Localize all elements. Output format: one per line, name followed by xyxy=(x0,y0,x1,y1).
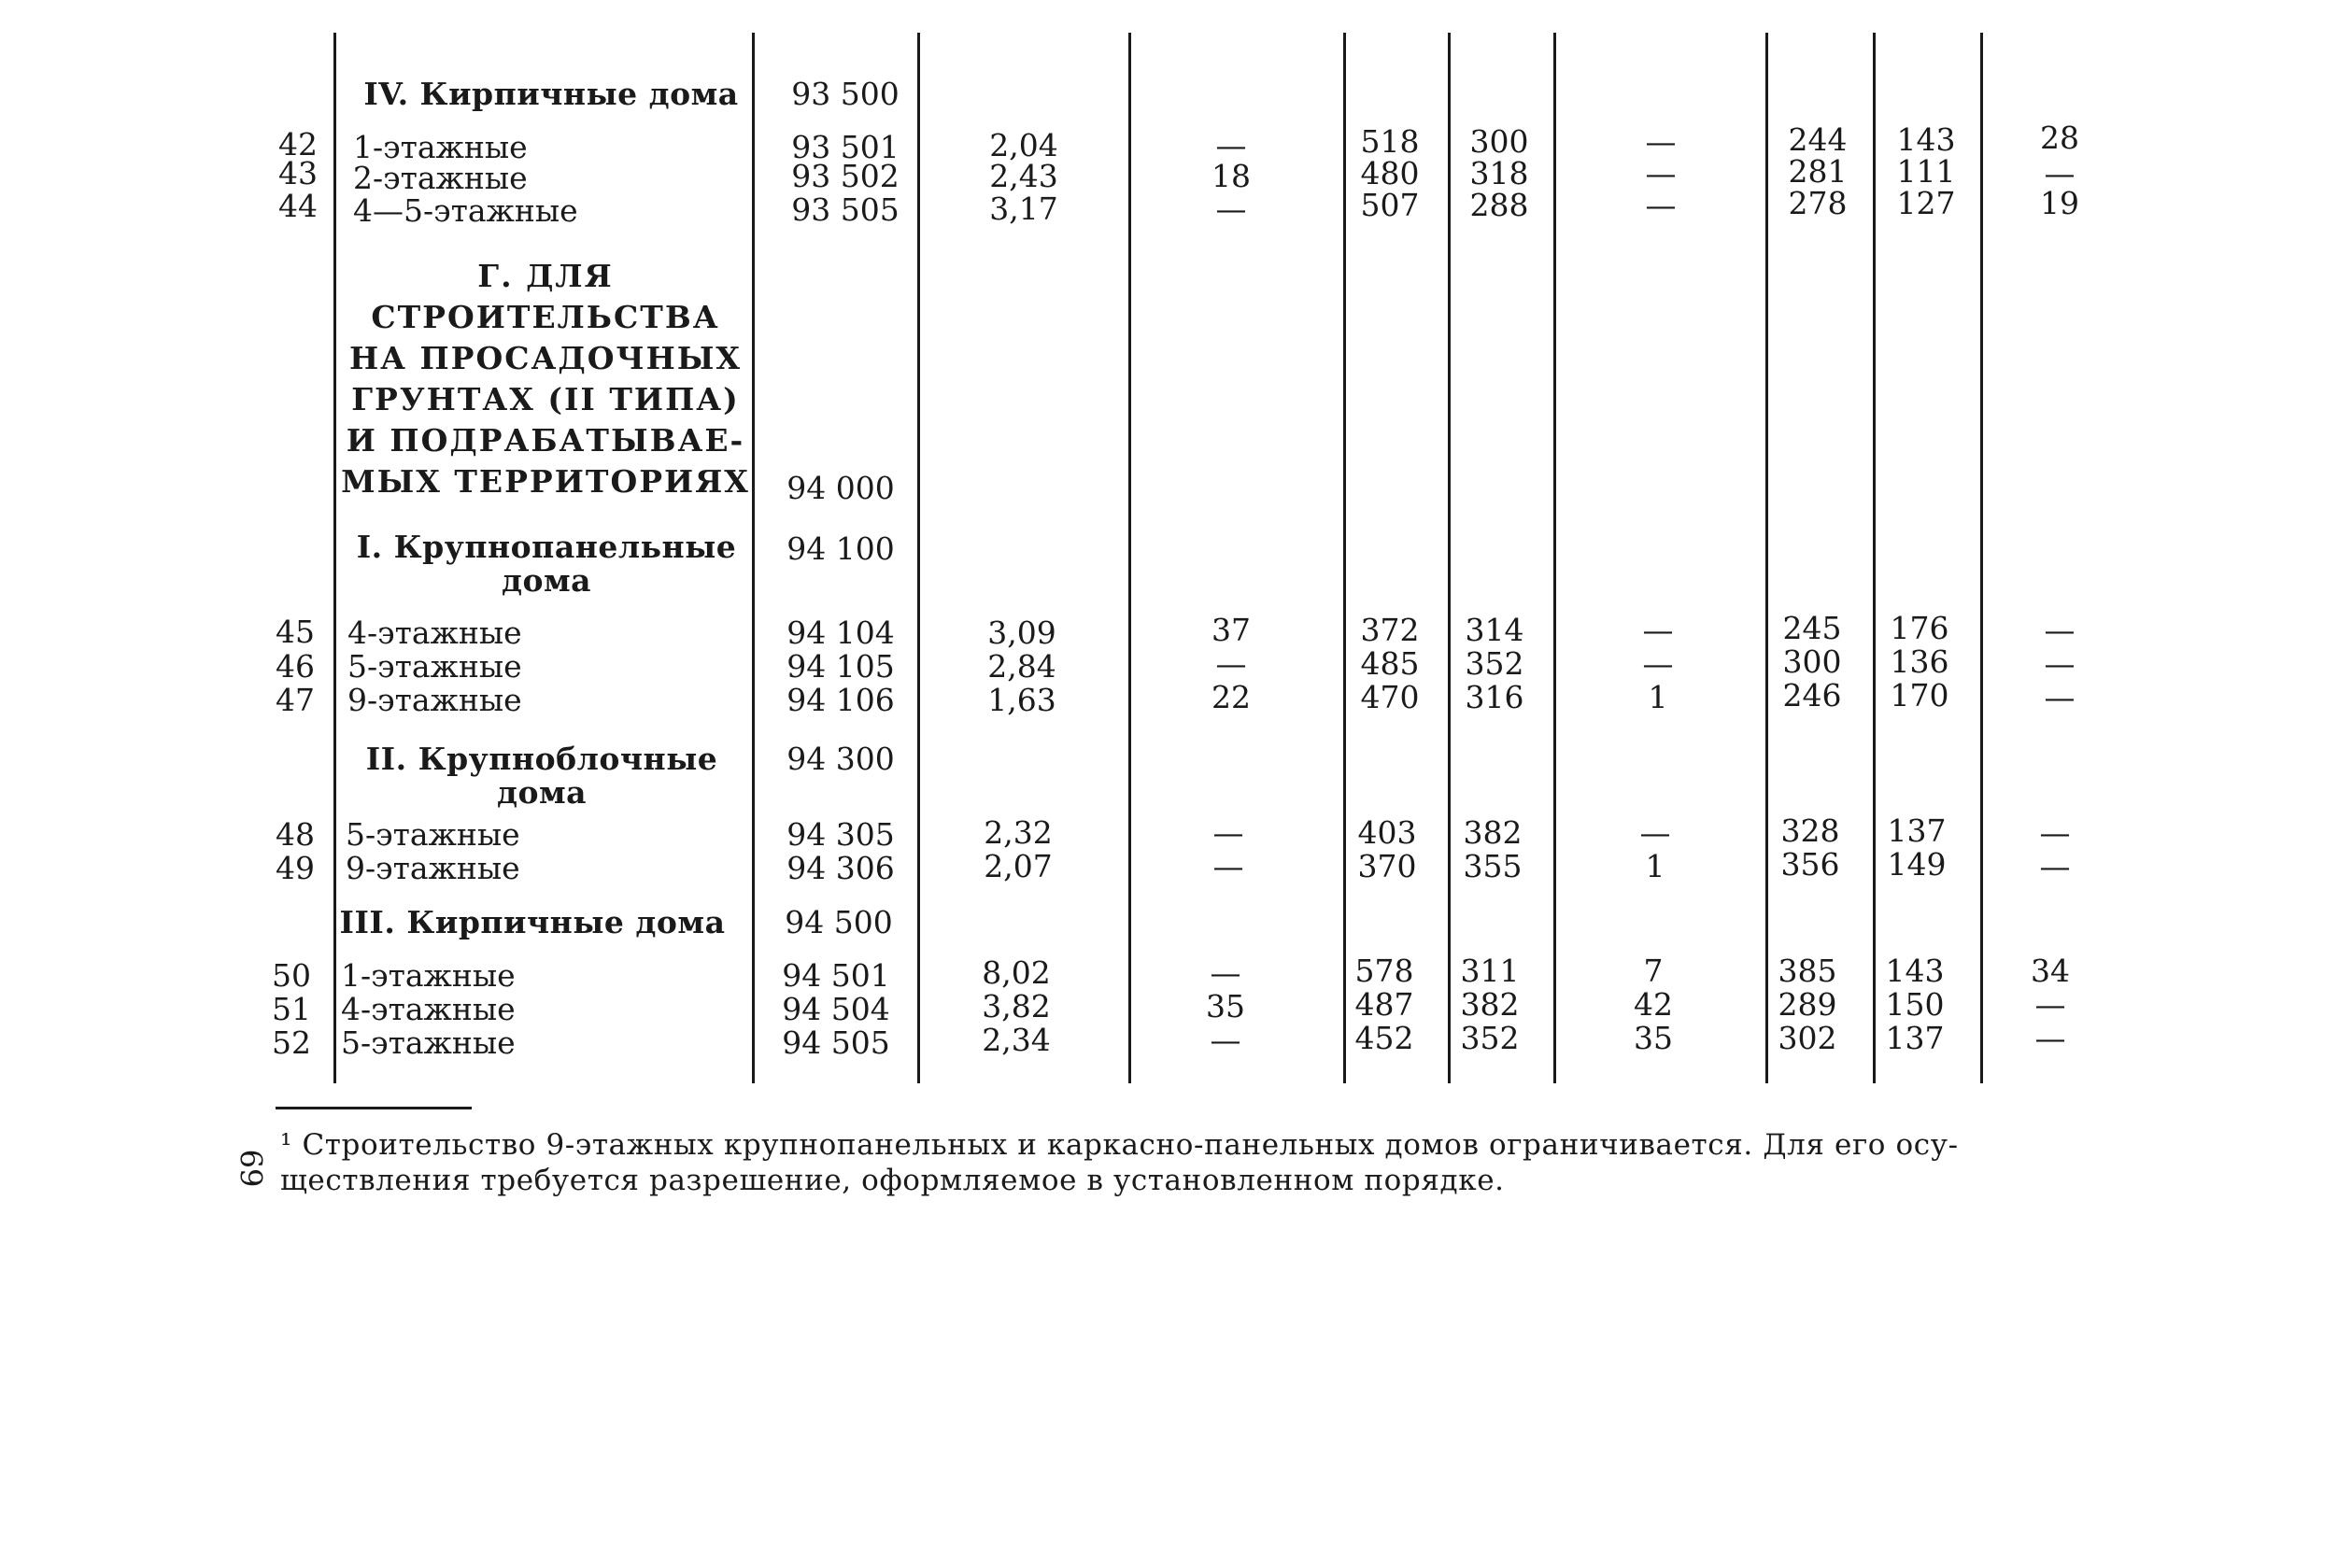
cell-col4: 382 xyxy=(1463,814,1523,851)
section-code: 94 300 xyxy=(786,741,895,777)
cell-col8: — xyxy=(2039,814,2071,851)
column-divider xyxy=(752,33,755,1083)
cell-col7: 127 xyxy=(1896,185,1956,221)
cell-col6: 281 xyxy=(1788,153,1848,190)
section-code: 94 500 xyxy=(785,904,893,940)
section-heading-line: Г. ДЛЯ xyxy=(477,258,614,294)
cell-col2: — xyxy=(1210,1022,1241,1058)
cell-col4: 288 xyxy=(1469,187,1529,223)
cell-col4: 352 xyxy=(1460,1020,1520,1056)
cell-col5: — xyxy=(1645,123,1677,160)
section-code: 94 000 xyxy=(786,470,895,506)
row-number: 52 xyxy=(272,1024,311,1061)
cell-col3: 470 xyxy=(1360,679,1420,715)
column-divider xyxy=(1128,33,1131,1083)
row-name: 9-этажные xyxy=(346,850,520,886)
cell-col7: 143 xyxy=(1896,121,1956,158)
cell-col2: — xyxy=(1210,954,1241,991)
row-name: 4-этажные xyxy=(341,991,516,1027)
row-name: 9-этажные xyxy=(347,682,522,718)
cell-col6: 278 xyxy=(1788,185,1848,221)
cell-col1: 2,43 xyxy=(989,158,1058,194)
cell-col5: 1 xyxy=(1645,848,1665,884)
row-code: 94 501 xyxy=(782,957,890,994)
cell-col8: — xyxy=(2044,645,2076,682)
cell-col3: 452 xyxy=(1354,1020,1414,1056)
footnote-line: ¹ Строительство 9-этажных крупнопанельных и каркасно-панельных домов ограничивается. Для его осу- xyxy=(280,1128,1959,1162)
cell-col2: — xyxy=(1212,814,1244,851)
section-heading-line: МЫХ ТЕРРИТОРИЯХ xyxy=(341,463,750,500)
cell-col1: 2,07 xyxy=(984,848,1053,884)
row-name: 1-этажные xyxy=(341,957,516,994)
cell-col6: 289 xyxy=(1778,986,1837,1023)
cell-col5: 7 xyxy=(1643,953,1664,989)
footnote-rule xyxy=(276,1107,472,1109)
subsection-title: дома xyxy=(496,774,588,811)
cell-col8: — xyxy=(2039,848,2071,884)
cell-col8: — xyxy=(2044,679,2076,715)
row-name: 5-этажные xyxy=(341,1024,516,1061)
cell-col7: 137 xyxy=(1885,1020,1945,1056)
cell-col4: 300 xyxy=(1469,123,1529,160)
row-code: 94 504 xyxy=(782,991,890,1027)
row-code: 94 505 xyxy=(782,1024,890,1061)
cell-col4: 311 xyxy=(1460,953,1520,989)
cell-col7: 176 xyxy=(1890,610,1949,646)
cell-col1: 8,02 xyxy=(982,954,1051,991)
cell-col7: 111 xyxy=(1896,153,1956,190)
row-code: 94 306 xyxy=(786,850,895,886)
cell-col1: 2,04 xyxy=(989,127,1058,163)
cell-col3: 485 xyxy=(1360,645,1420,682)
cell-col2: — xyxy=(1215,645,1247,682)
column-divider xyxy=(1873,33,1876,1083)
cell-col5: — xyxy=(1645,187,1677,223)
cell-col7: 143 xyxy=(1885,953,1945,989)
subsection-title: II. Крупноблочные xyxy=(365,741,718,777)
cell-col4: 382 xyxy=(1460,986,1520,1023)
cell-col8: — xyxy=(2044,155,2076,191)
cell-col7: 137 xyxy=(1887,812,1947,849)
cell-col1: 2,84 xyxy=(987,648,1056,685)
cell-col5: 42 xyxy=(1634,986,1673,1023)
cell-col1: 2,32 xyxy=(984,814,1053,851)
cell-col3: 372 xyxy=(1360,612,1420,648)
cell-col1: 3,17 xyxy=(989,191,1058,227)
column-divider xyxy=(917,33,920,1083)
cell-col8: — xyxy=(2034,1020,2066,1056)
cell-col6: 356 xyxy=(1780,846,1840,883)
column-divider xyxy=(333,33,336,1083)
cell-col4: 355 xyxy=(1463,848,1523,884)
subsection-title: III. Кирпичные дома xyxy=(339,904,726,940)
cell-col1: 3,09 xyxy=(987,614,1056,651)
cell-col5: — xyxy=(1645,155,1677,191)
cell-col3: 518 xyxy=(1360,123,1420,160)
row-number: 51 xyxy=(272,991,311,1027)
cell-col3: 403 xyxy=(1357,814,1417,851)
cell-col3: 507 xyxy=(1360,187,1420,223)
column-divider xyxy=(1980,33,1983,1083)
row-number: 46 xyxy=(276,648,315,685)
column-divider xyxy=(1448,33,1451,1083)
subsection-title: IV. Кирпичные дома xyxy=(363,76,739,112)
cell-col8: 28 xyxy=(2040,120,2079,156)
section-heading-line: СТРОИТЕЛЬСТВА xyxy=(371,299,720,335)
section-heading-line: И ПОДРАБАТЫВАЕ- xyxy=(346,422,745,459)
cell-col6: 245 xyxy=(1782,610,1842,646)
cell-col4: 318 xyxy=(1469,155,1529,191)
cell-col3: 480 xyxy=(1360,155,1420,191)
row-code: 94 305 xyxy=(786,816,895,853)
cell-col1: 2,34 xyxy=(982,1022,1051,1058)
cell-col5: — xyxy=(1639,814,1671,851)
row-name: 5-этажные xyxy=(347,648,522,685)
section-code: 94 100 xyxy=(786,530,895,567)
column-divider xyxy=(1765,33,1768,1083)
cell-col5: 35 xyxy=(1634,1020,1673,1056)
cell-col5: — xyxy=(1642,612,1674,648)
cell-col8: 19 xyxy=(2040,185,2079,221)
cell-col6: 302 xyxy=(1778,1020,1837,1056)
row-name: 5-этажные xyxy=(346,816,520,853)
cell-col3: 578 xyxy=(1354,953,1414,989)
row-name: 4—5-этажные xyxy=(353,192,578,229)
row-number: 50 xyxy=(272,957,311,994)
cell-col6: 244 xyxy=(1788,121,1848,158)
row-number: 48 xyxy=(276,816,315,853)
row-name: 1-этажные xyxy=(353,129,528,165)
row-number: 44 xyxy=(278,188,318,224)
cell-col5: 1 xyxy=(1648,679,1668,715)
row-number: 42 xyxy=(278,126,318,162)
cell-col7: 150 xyxy=(1885,986,1945,1023)
row-code: 93 505 xyxy=(791,191,900,228)
cell-col2: — xyxy=(1215,127,1247,163)
cell-col2: 22 xyxy=(1211,679,1251,715)
section-heading-line: НА ПРОСАДОЧНЫХ xyxy=(348,340,743,376)
cell-col2: — xyxy=(1212,848,1244,884)
page-number: 69 xyxy=(233,1149,269,1188)
cell-col6: 328 xyxy=(1780,812,1840,849)
subsection-title: дома xyxy=(501,562,592,599)
cell-col7: 136 xyxy=(1890,643,1949,680)
cell-col5: — xyxy=(1642,645,1674,682)
row-code: 94 104 xyxy=(786,614,895,651)
cell-col8: 34 xyxy=(2031,953,2070,989)
column-divider xyxy=(1343,33,1346,1083)
row-name: 4-этажные xyxy=(347,614,522,651)
cell-col3: 370 xyxy=(1357,848,1417,884)
row-number: 47 xyxy=(276,682,315,718)
section-code: 93 500 xyxy=(791,76,900,112)
row-number: 45 xyxy=(276,614,315,650)
cell-col2: — xyxy=(1215,191,1247,227)
cell-col7: 170 xyxy=(1890,677,1949,713)
cell-col4: 352 xyxy=(1465,645,1524,682)
cell-col4: 314 xyxy=(1465,612,1524,648)
section-heading-line: ГРУНТАХ (II ТИПА) xyxy=(351,381,740,417)
row-code: 94 106 xyxy=(786,682,895,718)
footnote-line: ществления требуется разрешение, оформляемое в установленном порядке. xyxy=(280,1164,1505,1197)
cell-col6: 246 xyxy=(1782,677,1842,713)
row-code: 93 501 xyxy=(791,129,900,165)
cell-col8: — xyxy=(2034,986,2066,1023)
cell-col2: 37 xyxy=(1211,612,1251,648)
cell-col2: 18 xyxy=(1211,158,1251,194)
cell-col3: 487 xyxy=(1354,986,1414,1023)
subsection-title: I. Крупнопанельные xyxy=(356,529,737,565)
cell-col1: 1,63 xyxy=(987,682,1056,718)
row-name: 2-этажные xyxy=(353,160,528,196)
cell-col7: 149 xyxy=(1887,846,1947,883)
cell-col6: 300 xyxy=(1782,643,1842,680)
row-code: 94 105 xyxy=(786,648,895,685)
row-number: 49 xyxy=(276,850,315,886)
cell-col8: — xyxy=(2044,612,2076,648)
row-code: 93 502 xyxy=(791,158,900,194)
cell-col6: 385 xyxy=(1778,953,1837,989)
column-divider xyxy=(1553,33,1556,1083)
cell-col1: 3,82 xyxy=(982,988,1051,1024)
cell-col2: 35 xyxy=(1206,988,1245,1024)
cell-col4: 316 xyxy=(1465,679,1524,715)
row-number: 43 xyxy=(278,155,318,191)
